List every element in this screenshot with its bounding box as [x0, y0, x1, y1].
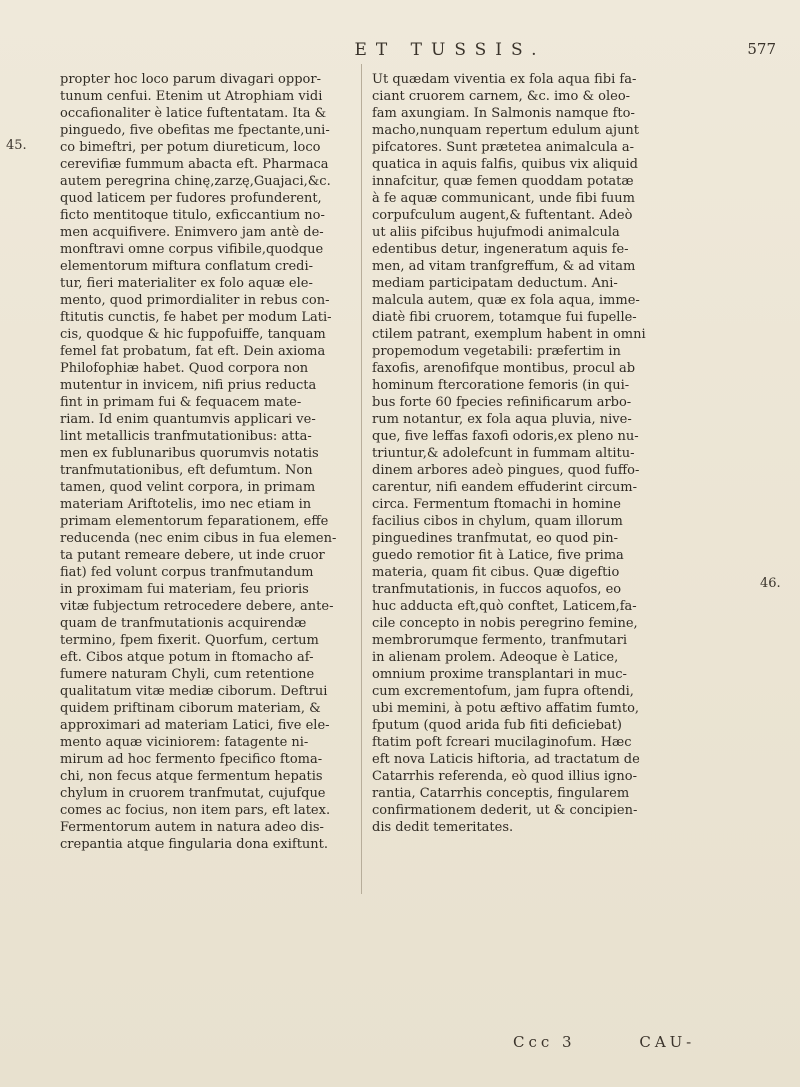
text-line: materiam Ariftotelis, imo nec etiam in [60, 497, 312, 512]
text-line: ftitutis cunctis, fe habet per modum Lati- [60, 310, 332, 325]
text-line: bus forte 60 fpecies refinificarum arbo- [372, 395, 632, 410]
text-line: quam de tranfmutationis acquirendæ [60, 616, 307, 631]
text-line: membrorumque fermento, tranfmutari [372, 633, 627, 648]
text-line: confirmationem dederit, ut & concipien- [372, 803, 638, 818]
page-footer [513, 1033, 763, 1051]
text-line: huc adducta eft,quò conftet, Laticem,fa- [372, 599, 637, 614]
text-line: tunum cenfui. Etenim ut Atrophiam vidi [60, 89, 323, 104]
text-line: co bimeftri, per potum diureticum, loco [60, 140, 321, 155]
text-line: tranfmutationis, in fuccos aquofos, eo [372, 582, 622, 597]
text-line: dis dedit temeritates. [372, 820, 514, 835]
text-line: fumere naturam Chyli, cum retentione [60, 667, 315, 682]
text-line: in proximam fui materiam, feu prioris [60, 582, 309, 597]
running-head-title: ET TUSSIS. [354, 40, 546, 60]
text-line: femel fat probatum, fat eft. Dein axioma [60, 344, 326, 359]
text-line: mento, quod primordialiter in rebus con- [60, 293, 330, 308]
text-line: eft. Cibos atque potum in ftomacho af- [60, 650, 314, 665]
text-line: Fermentorum autem in natura adeo dis- [60, 820, 324, 835]
text-line: facilius cibos in chylum, quam illorum [372, 514, 623, 529]
margin-note-right: 46. [760, 576, 781, 591]
text-line: fam axungiam. In Salmonis namque fto- [372, 106, 635, 121]
text-line: men ex fublunaribus quorumvis notatis [60, 446, 319, 461]
text-line: ctilem patrant, exemplum habent in omni [372, 327, 646, 342]
text-line: triuntur,& adolefcunt in fummam altitu- [372, 446, 635, 461]
text-line: autem peregrina chinę,zarzę,Guajaci,&c. [60, 174, 331, 189]
text-line: rum notantur, ex fola aqua pluvia, nive- [372, 412, 632, 427]
signature-mark: Ccc 3 [513, 1033, 576, 1051]
text-line: ftatim poft fcreari mucilaginofum. Hæc [372, 735, 632, 750]
text-line: men acquifivere. Enimvero jam antè de- [60, 225, 324, 240]
text-line: dinem arbores adeò pingues, quod fuffo- [372, 463, 640, 478]
text-line: materia, quam fit cibus. Quæ digeftio [372, 565, 620, 580]
text-line: quidem priftinam ciborum materiam, & [60, 701, 321, 716]
text-line: lint metallicis tranfmutationibus: atta- [60, 429, 312, 444]
text-line: circa. Fermentum ftomachi in homine [372, 497, 621, 512]
text-line: quod laticem per fudores profunderent, [60, 191, 322, 206]
text-line: omnium proxime transplantari in muc- [372, 667, 627, 682]
text-line: rantia, Catarrhis conceptis, fingularem [372, 786, 630, 801]
page-number: 577 [747, 40, 776, 58]
text-line: innafcitur, quæ femen quoddam potatæ [372, 174, 634, 189]
text-line: propemodum vegetabili: præfertim in [372, 344, 621, 359]
text-line: pinguedo, five obefitas me fpectante,uni- [60, 123, 330, 138]
text-line: hominum ftercoratione femoris (in qui- [372, 378, 630, 393]
column-divider [361, 64, 362, 894]
text-line: ut aliis pifcibus hujufmodi animalcula [372, 225, 620, 240]
text-line: Philofophiæ habet. Quod corpora non [60, 361, 309, 376]
text-line: pinguedines tranfmutat, eo quod pin- [372, 531, 618, 546]
text-line: crepantia atque fingularia dona exiftunt. [60, 837, 329, 852]
left-text-column [60, 71, 352, 853]
text-line: cerevifiæ fummum abacta eft. Pharmaca [60, 157, 329, 172]
text-line: que, five leffas faxofi odoris,ex pleno nu- [372, 429, 639, 444]
text-line: chi, non fecus atque fermentum hepatis [60, 769, 323, 784]
text-line: faxofis, arenofifque montibus, procul ab [372, 361, 636, 376]
text-line: corpufculum augent,& fuftentant. Adeò [372, 208, 633, 223]
text-line: cile concepto in nobis peregrino femine, [372, 616, 638, 631]
text-line: edentibus detur, ingeneratum aquis fe- [372, 242, 629, 257]
text-line: primam elementorum feparationem, effe [60, 514, 329, 529]
text-line: mutentur in invicem, nifi prius reducta [60, 378, 317, 393]
text-line: cum excrementofum, jam fupra oftendi, [372, 684, 634, 699]
text-line: tamen, quod velint corpora, in primam [60, 480, 316, 495]
catchword: CAU- [639, 1033, 696, 1051]
text-line: monftravi omne corpus vifibile,quodque [60, 242, 324, 257]
text-line: elementorum miftura conflatum credi- [60, 259, 314, 274]
text-line: Catarrhis referenda, eò quod illius igno- [372, 769, 637, 784]
text-line: eft nova Laticis hiftoria, ad tractatum de [372, 752, 640, 767]
text-line: men, ad vitam tranfgreffum, & ad vitam [372, 259, 636, 274]
text-line: à fe aquæ communicant, unde fibi fuum [372, 191, 635, 206]
text-line: approximari ad materiam Latici, five ele- [60, 718, 330, 733]
text-line: qualitatum vitæ mediæ ciborum. Deftrui [60, 684, 328, 699]
text-line: chylum in cruorem tranfmutat, cujufque [60, 786, 326, 801]
text-line: vitæ fubjectum retrocedere debere, ante- [60, 599, 334, 614]
text-line: diatè fibi cruorem, totamque fui fupelle- [372, 310, 637, 325]
text-line: guedo remotior fit à Latice, five prima [372, 548, 624, 563]
text-line: mediam participatam deductum. Ani- [372, 276, 618, 291]
text-line: mento aquæ viciniorem: fatagente ni- [60, 735, 309, 750]
text-line: propter hoc loco parum divagari oppor- [60, 72, 321, 87]
text-line: ta putant remeare debere, ut inde cruor [60, 548, 325, 563]
text-line: Ut quædam viventia ex fola aqua fibi fa- [372, 72, 637, 87]
text-line: reducenda (nec enim cibus in fua elemen- [60, 531, 337, 546]
text-line: ubi memini, à potu æftivo affatim fumto, [372, 701, 640, 716]
text-line: macho,nunquam repertum edulum ajunt [372, 123, 640, 138]
text-line: mirum ad hoc fermento fpecifico ftoma- [60, 752, 323, 767]
text-line: carentur, nifi eandem effuderint circum- [372, 480, 638, 495]
text-line: cis, quodque & hic fuppofuiffe, tanquam [60, 327, 326, 342]
text-line: in alienam prolem. Adeoque è Latice, [372, 650, 619, 665]
text-line: ciant cruorem carnem, &c. imo & oleo- [372, 89, 631, 104]
text-line: fputum (quod arida fub fiti deficiebat) [372, 718, 622, 733]
text-line: fint in primam fui & fequacem mate- [60, 395, 302, 410]
text-line: tranfmutationibus, eft defumtum. Non [60, 463, 313, 478]
text-line: tur, fieri materialiter ex folo aquæ ele- [60, 276, 313, 291]
text-line: riam. Id enim quantumvis applicari ve- [60, 412, 316, 427]
margin-note-left: 45. [6, 138, 27, 153]
text-line: termino, fpem fixerit. Quorfum, certum [60, 633, 319, 648]
text-line: malcula autem, quæ ex fola aqua, imme- [372, 293, 640, 308]
text-line: fiat) fed volunt corpus tranfmutandum [60, 565, 314, 580]
text-line: quatica in aquis falfis, quibus vix aliquid [372, 157, 638, 172]
right-text-column [372, 71, 718, 836]
text-line: pifcatores. Sunt prætetea animalcula a- [372, 140, 635, 155]
text-line: comes ac focius, non item pars, eft latex. [60, 803, 331, 818]
text-line: occafionaliter è latice fuftentatam. Ita & [60, 106, 327, 121]
text-line: ficto mentitoque titulo, exficcantium no- [60, 208, 325, 223]
